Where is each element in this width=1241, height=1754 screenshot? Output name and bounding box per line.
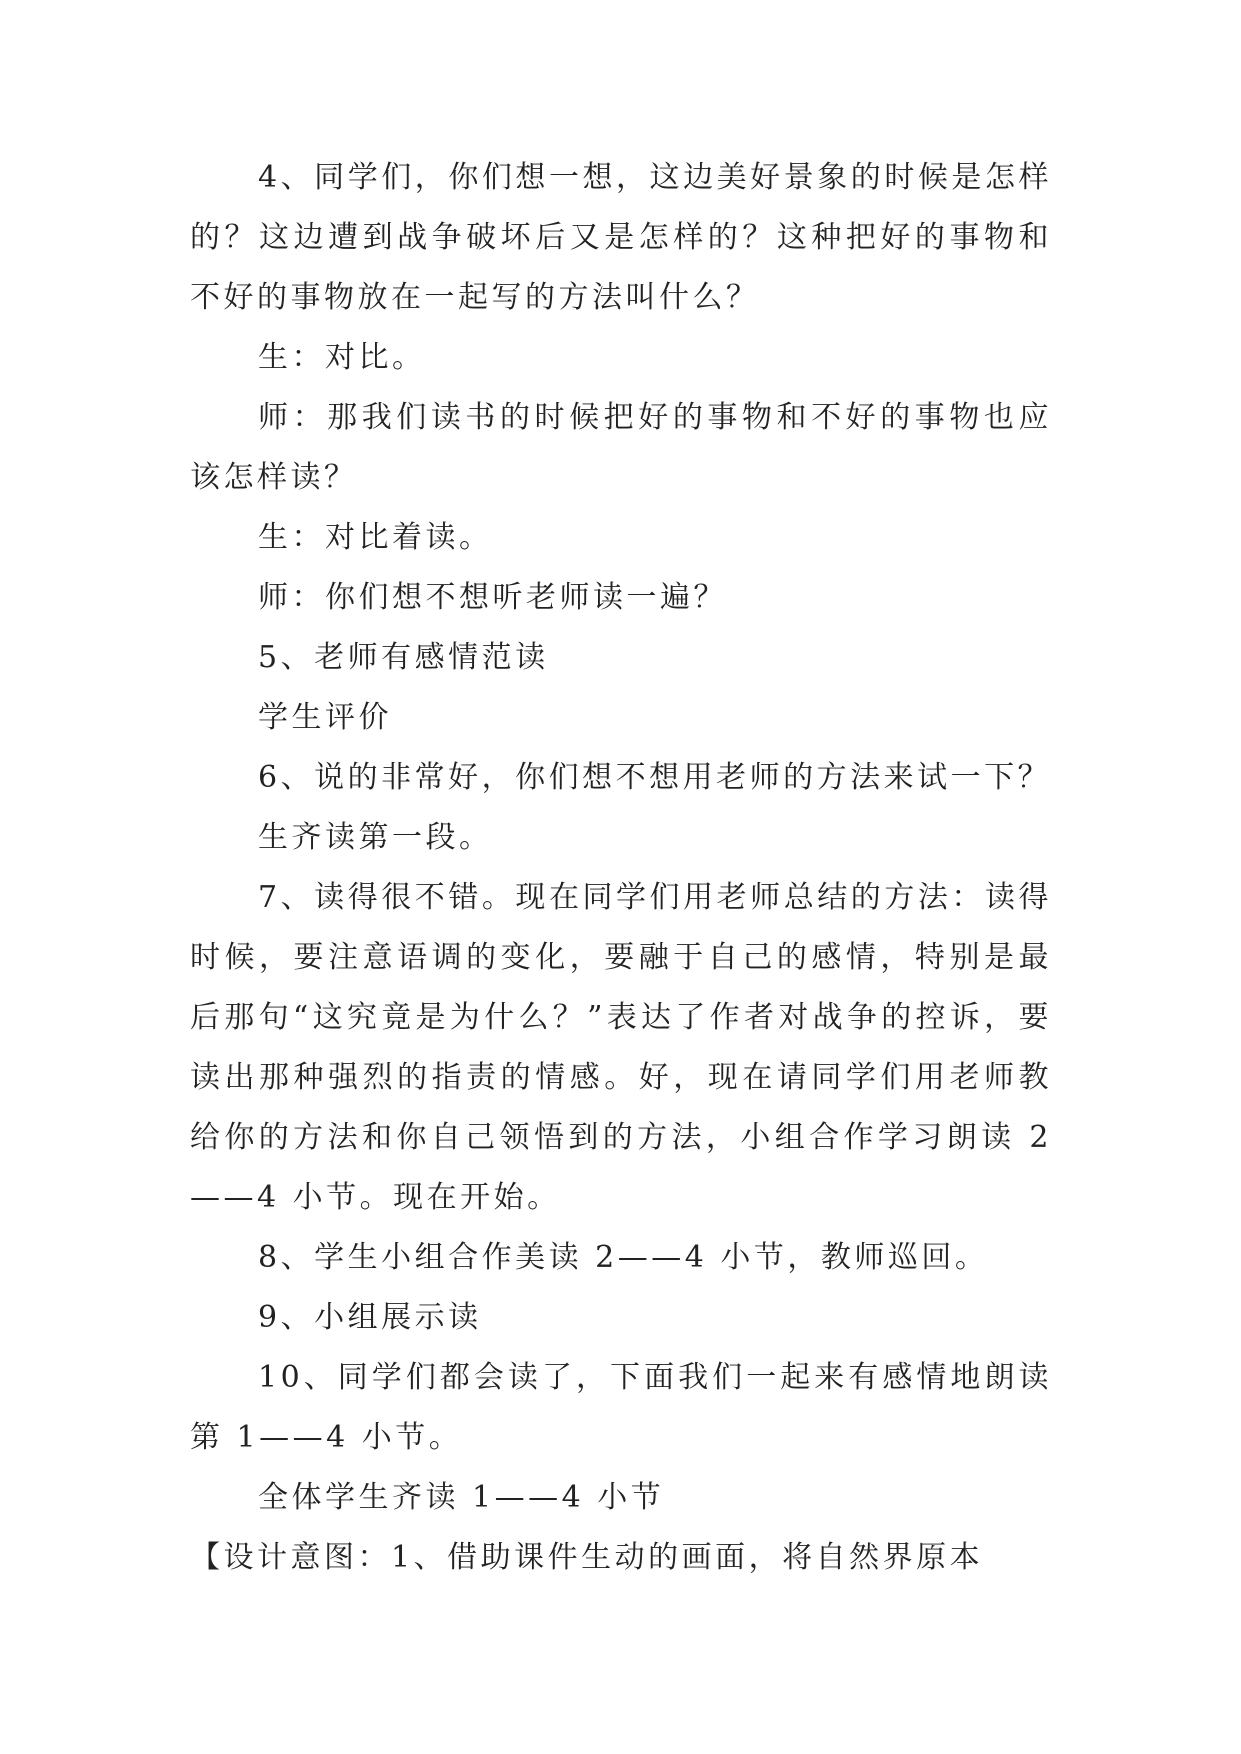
teacher-question-how-to-read: 师：那我们读书的时候把好的事物和不好的事物也应该怎样读？ xyxy=(190,400,1052,495)
paragraph-item-6: 6、说的非常好，你们想不想用老师的方法来试一下？ xyxy=(258,760,1052,795)
paragraph-item-4: 4、同学们，你们想一想，这边美好景象的时候是怎样的？这边遭到战争破坏后又是怎样的？这种把好的事物和不好的事物放在一起写的方法叫什么？ xyxy=(190,160,1052,315)
paragraph-item-10: 10、同学们都会读了，下面我们一起来有感情地朗读第 1——4 小节。 xyxy=(190,1360,1052,1455)
paragraph-item-5: 5、老师有感情范读 xyxy=(258,640,549,675)
document-page xyxy=(190,148,1052,1588)
paragraph-item-8: 8、学生小组合作美读 2——4 小节，教师巡回。 xyxy=(258,1240,989,1275)
students-read-first-section: 生齐读第一段。 xyxy=(258,820,493,855)
paragraph-item-9: 9、小组展示读 xyxy=(258,1300,482,1335)
design-intent-note: 【设计意图：1、借助课件生动的画面，将自然界原本 xyxy=(190,1540,984,1575)
teacher-question-listen: 师：你们想不想听老师读一遍？ xyxy=(258,580,727,615)
student-answer-contrast-reading: 生：对比着读。 xyxy=(258,520,493,555)
paragraph-item-7: 7、读得很不错。现在同学们用老师总结的方法：读得时候，要注意语调的变化，要融于自己的感情，特别是最后那句“这究竟是为什么？”表达了作者对战争的控诉，要读出那种强烈的指责的情感。好，现在请同学们用老师教给你的方法和你自己领悟到的方法，小组合作学习朗读 2——4 小节。现在开始。 xyxy=(190,880,1052,1215)
student-answer-contrast: 生：对比。 xyxy=(258,340,426,375)
all-students-read: 全体学生齐读 1——4 小节 xyxy=(258,1480,665,1515)
student-evaluation: 学生评价 xyxy=(258,700,392,735)
